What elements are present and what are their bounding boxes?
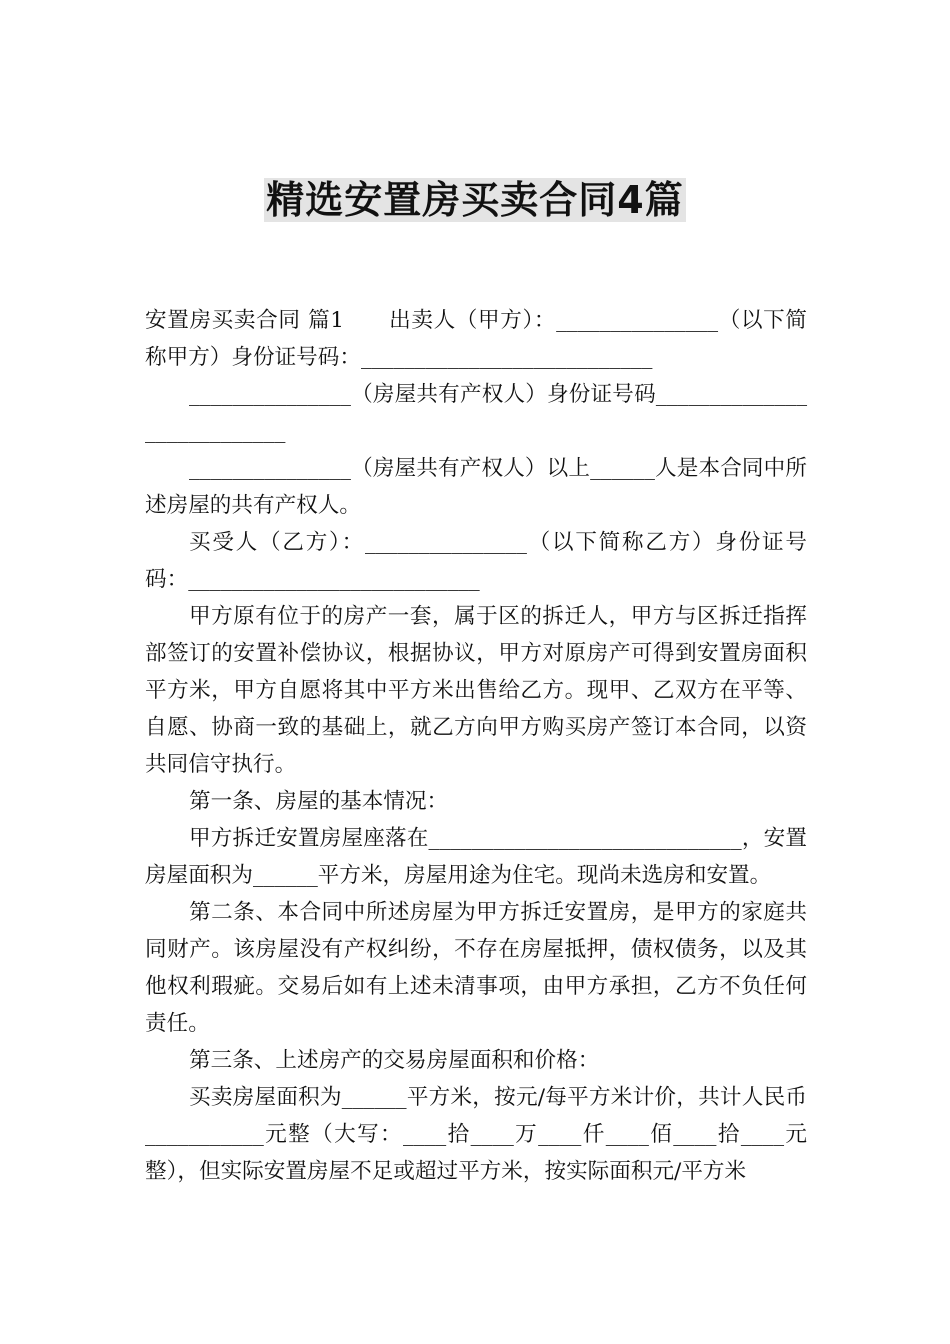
document-body (145, 302, 807, 1190)
article-3-body: 买卖房屋面积为______平方米，按元/每平方米计价，共计人民币___________元整（大写：____拾____万____仟____佰____拾____元整），但实际安置房屋不足或超过平方米，按实际面积元/平方米 (145, 1085, 807, 1184)
paragraph-co-owner-1: _______________（房屋共有产权人）身份证号码___________________________ (145, 382, 807, 444)
article-2: 第二条、本合同中所述房屋为甲方拆迁安置房，是甲方的家庭共同财产。该房屋没有产权纠纷，不存在房屋抵押，债权债务，以及其他权利瑕疵。交易后如有上述未清事项，由甲方承担，乙方不负任何责任。 (145, 900, 807, 1036)
article-1-heading: 第一条、房屋的基本情况： (189, 789, 449, 814)
paragraph-buyer: 买受人（乙方）：_______________（以下简称乙方）身份证号码：___________________________ (145, 530, 807, 592)
title-text: 精选安置房买卖合同4篇 (266, 178, 684, 222)
paragraph-co-owner-2: _______________（房屋共有产权人）以上______人是本合同中所述房屋的共有产权人。 (145, 456, 807, 518)
article-3-heading: 第三条、上述房产的交易房屋面积和价格： (189, 1048, 600, 1073)
paragraph-seller: 安置房买卖合同 篇1 出卖人（甲方）：_______________（以下简称甲方）身份证号码：___________________________ (145, 308, 807, 370)
article-1-body: 甲方拆迁安置房屋座落在_____________________________，安置房屋面积为______平方米，房屋用途为住宅。现尚未选房和安置。 (145, 826, 807, 888)
paragraph-background: 甲方原有位于的房产一套，属于区的拆迁人，甲方与区拆迁指挥部签订的安置补偿协议，根据协议，甲方对原房产可得到安置房面积平方米，甲方自愿将其中平方米出售给乙方。现甲、乙双方在平等、自愿、协商一致的基础上，就乙方向甲方购买房产签订本合同，以资共同信守执行。 (145, 604, 807, 777)
document-title (0, 176, 950, 224)
